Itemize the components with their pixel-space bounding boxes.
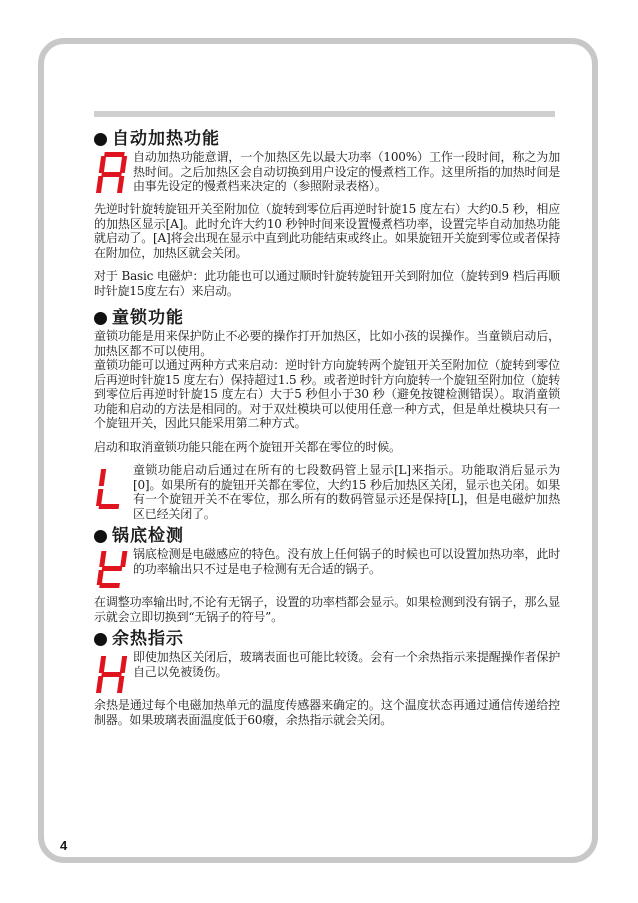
bullet-icon [94, 312, 107, 325]
section-heading [94, 307, 560, 329]
paragraph: 对于 Basic 电磁炉：此功能也可以通过顺时针旋转旋钮开关到附加位（旋转到9 档后再顺时针旋15度左右）来启动。 [94, 269, 560, 298]
section-heading [94, 628, 560, 650]
icon-paragraph [94, 463, 560, 521]
seven-segment-u-icon [94, 547, 130, 591]
icon-paragraph [94, 547, 560, 591]
seven-segment-a-icon [94, 150, 130, 198]
section-heading [94, 525, 560, 547]
bullet-icon [94, 133, 107, 146]
paragraph: 在调整功率输出时,不论有无锅子，设置的功率档都会显示。如果检测到没有锅子，那么显示就会立即切换到“无锅子的符号”。 [94, 595, 560, 624]
section-title: 自动加热功能 [112, 129, 220, 149]
icon-description: 童锁功能启动后通过在所有的七段数码管上显示[L]来指示。功能取消后显示为[0]。如果所有的旋钮开关都在零位，大约15 秒后加热区关闭，显示也关闭。如果有一个旋钮开关不在零位，那么所有的数码管显示还是保持[L]，但是电磁炉加热区已经关闭了。 [133, 463, 560, 521]
section-pan-detection [94, 525, 560, 624]
seven-segment-l-icon [94, 463, 130, 511]
page-content [94, 128, 560, 727]
icon-description: 自动加热功能意谓，一个加热区先以最大功率（100%）工作一段时间，称之为加热时间。之后加热区会自动切换到用户设定的慢煮档工作。这里所指的加热时间是由事先设定的慢煮档来决定的（参照附录表格）。 [133, 150, 560, 193]
icon-paragraph [94, 650, 560, 698]
paragraph: 余热是通过每个电磁加热单元的温度传感器来确定的。这个温度状态再通过通信传递给控制器。如果玻璃表面温度低于60癈，余热指示就会关闭。 [94, 698, 560, 727]
paragraph: 童锁功能可以通过两种方式来启动：逆时针方向旋转两个旋钮开关至附加位（旋转到零位后再逆时针旋15 度左右）保持超过1.5 秒。或者逆时针方向旋转一个旋钮至附加位（旋转到零位后再逆时针旋15 度左右）大于5 秒但小于30 秒（避免按键检测错误）。取消童锁功能和启动的方法是相同的。对于双灶模块可以使用任意一种方式，但是单灶模块只有一个旋钮开关，因此只能采用第二种方式。 [94, 358, 560, 430]
page-number: 4 [60, 838, 68, 853]
section-child-lock [94, 307, 560, 521]
section-title: 余热指示 [112, 629, 184, 649]
bullet-icon [94, 633, 107, 646]
paragraph: 童锁功能是用来保护防止不必要的操作打开加热区，比如小孩的误操作。当童锁启动后，加热区都不可以使用。 [94, 329, 560, 358]
section-title: 童锁功能 [112, 308, 184, 328]
paragraph: 先逆时针旋转旋钮开关至附加位（旋转到零位后再逆时针旋15 度左右）大约0.5 秒，相应的加热区显示[A]。此时允许大约10 秒钟时间来设置慢煮档功率，设置完毕自动加热功能就启动了。[A]将会出现在显示中直到此功能结束或终止。如果旋钮开关旋到零位或者保持在附加位，加热区就会关闭。 [94, 202, 560, 260]
icon-description: 锅底检测是电磁感应的特色。没有放上任何锅子的时候也可以设置加热功率，此时的功率输出只不过是电子检测有无合适的锅子。 [133, 547, 560, 576]
paragraph: 启动和取消童锁功能只能在两个旋钮开关都在零位的时候。 [94, 439, 401, 454]
section-residual-heat [94, 628, 560, 727]
icon-description: 即使加热区关闭后，玻璃表面也可能比较烫。会有一个余热指示来提醒操作者保护自己以免被烫伤。 [133, 650, 560, 679]
icon-paragraph [94, 150, 560, 198]
section-heading [94, 128, 560, 150]
section-title: 锅底检测 [112, 526, 184, 546]
section-auto-heat [94, 128, 560, 298]
header-rule [94, 111, 555, 117]
bullet-icon [94, 530, 107, 543]
seven-segment-h-icon [94, 650, 130, 698]
